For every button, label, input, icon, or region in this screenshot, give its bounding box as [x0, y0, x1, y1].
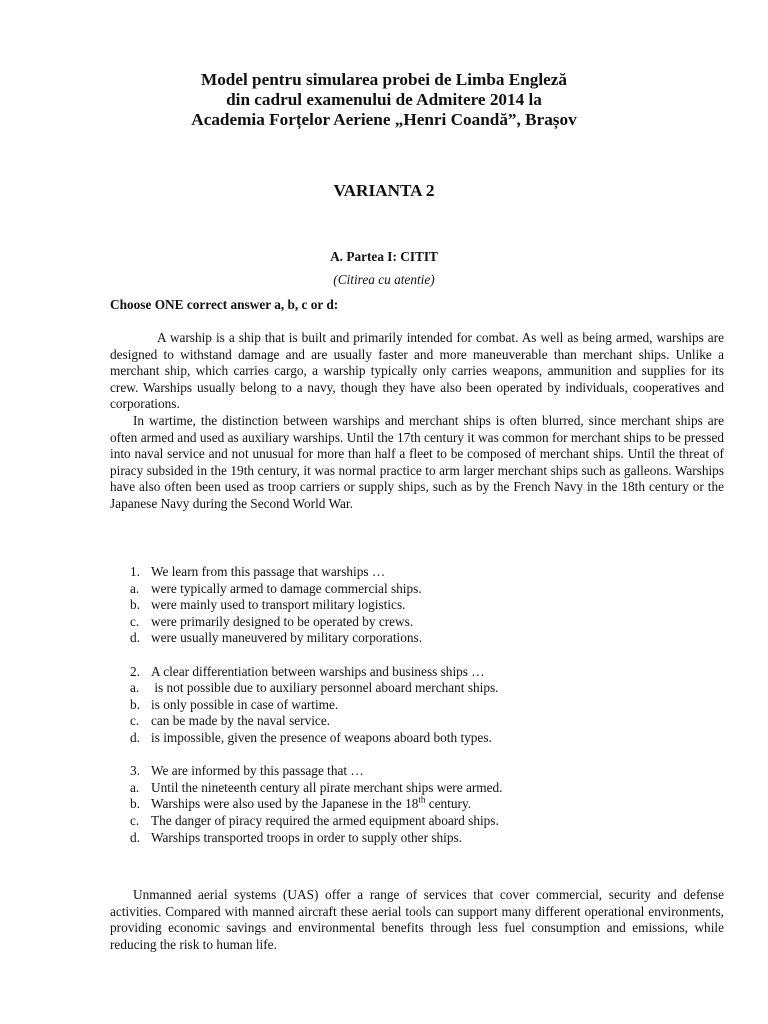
question-3	[110, 763, 724, 846]
option-letter: b.	[130, 696, 140, 712]
title-line-3: Academia Forțelor Aeriene „Henri Coandă”, Brașov	[191, 110, 577, 129]
option-text: is only possible in case of wartime.	[151, 696, 339, 712]
option-letter: b.	[130, 796, 140, 812]
option-letter: a.	[130, 680, 140, 696]
title-line-1: Model pentru simularea probei de Limba Engleză	[200, 70, 568, 89]
answer-option	[110, 614, 724, 631]
option-text: were primarily designed to be operated by crews.	[151, 613, 414, 629]
answer-option	[110, 730, 724, 747]
question-2	[110, 664, 724, 747]
answer-option	[110, 780, 724, 797]
option-text: is impossible, given the presence of weapons aboard both types.	[151, 729, 492, 745]
option-letter: a.	[130, 580, 140, 596]
instruction-text: Choose ONE correct answer a, b, c or d:	[110, 297, 339, 312]
option-text-part: Warships were also used by the Japanese in the 18	[151, 796, 419, 812]
option-text: were typically armed to damage commercial ships.	[151, 580, 422, 596]
option-text: Until the nineteenth century all pirate merchant ships were armed.	[151, 779, 503, 795]
passage-paragraph-1: A warship is a ship that is built and primarily intended for combat. As well as being armed, warships are designed to withstand damage and are usually faster and more maneuverable than merchant ships. Unlike a merchant ship, which carries cargo, a warship typically only carries weapons, ammunition and supplies for its crew. Warships usually belong to a navy, though they have also been operated by individuals, cooperatives and corporations.	[110, 330, 724, 412]
question-number: 1.	[130, 564, 140, 579]
question-1	[110, 564, 724, 647]
option-letter: c.	[130, 713, 140, 729]
question-text: We learn from this passage that warships …	[151, 564, 386, 579]
passage-paragraph-2: In wartime, the distinction between warships and merchant ships is often blurred, since merchant ships are often armed and used as auxiliary warships. Until the 17th century it was common for merchant ships to be pressed into naval service and not unusual for more than half a fleet to be composed of merchant ships. Until the threat of piracy subsided in the 19th century, it was normal practice to arm larger merchant ships such as galleons. Warships have also often been used as troop carriers or supply ships, such as by the French Navy in the 18th century or the Japanese Navy during the Second World War.	[110, 412, 724, 511]
question-number: 2.	[130, 663, 140, 679]
option-letter: a.	[130, 779, 140, 795]
title-line-2: din cadrul examenului de Admitere 2014 la	[226, 90, 542, 109]
answer-option	[110, 796, 724, 813]
question-text: We are informed by this passage that …	[151, 763, 364, 779]
variant-heading: VARIANTA 2	[333, 181, 435, 200]
part-title: A. Partea I: CITIT	[330, 249, 438, 264]
question-text: A clear differentiation between warships and business ships …	[151, 663, 485, 679]
ordinal-suffix: th	[418, 794, 426, 805]
document-title	[0, 70, 768, 130]
answer-option	[110, 581, 724, 598]
question-stem	[110, 763, 724, 780]
answer-option	[110, 830, 724, 847]
answer-option	[110, 697, 724, 714]
option-text: Warships transported troops in order to supply other ships.	[151, 829, 462, 845]
answer-option	[110, 680, 724, 697]
option-text	[151, 796, 724, 813]
option-letter: d.	[130, 630, 140, 646]
option-text: is not possible due to auxiliary personnel aboard merchant ships.	[151, 680, 499, 696]
part-subtitle: (Citirea cu atentie)	[333, 272, 435, 287]
option-text: were mainly used to transport military logistics.	[151, 597, 406, 613]
reading-passage	[110, 330, 724, 513]
option-text: The danger of piracy required the armed equipment aboard ships.	[151, 812, 499, 828]
answer-option	[110, 597, 724, 614]
answer-option	[110, 813, 724, 830]
option-text: were usually maneuvered by military corporations.	[151, 630, 423, 646]
second-passage-intro: Unmanned aerial systems (UAS) offer a range of services that cover commercial, security and defense activities. Compared with manned aircraft these aerial tools can support many different operational environments, providing economic savings and environmental benefits through less fuel consumption and emissions, while reducing the risk to human life.	[110, 887, 724, 952]
option-text: can be made by the naval service.	[151, 713, 331, 729]
option-letter: d.	[130, 729, 140, 745]
answer-option	[110, 630, 724, 647]
question-stem	[110, 564, 724, 581]
questions-list	[110, 564, 724, 863]
option-text-part: century.	[425, 796, 472, 812]
option-letter: c.	[130, 812, 140, 828]
answer-option	[110, 713, 724, 730]
option-letter: b.	[130, 597, 140, 613]
question-number: 3.	[130, 763, 140, 779]
option-letter: d.	[130, 829, 140, 845]
question-stem	[110, 664, 724, 681]
option-letter: c.	[130, 613, 140, 629]
